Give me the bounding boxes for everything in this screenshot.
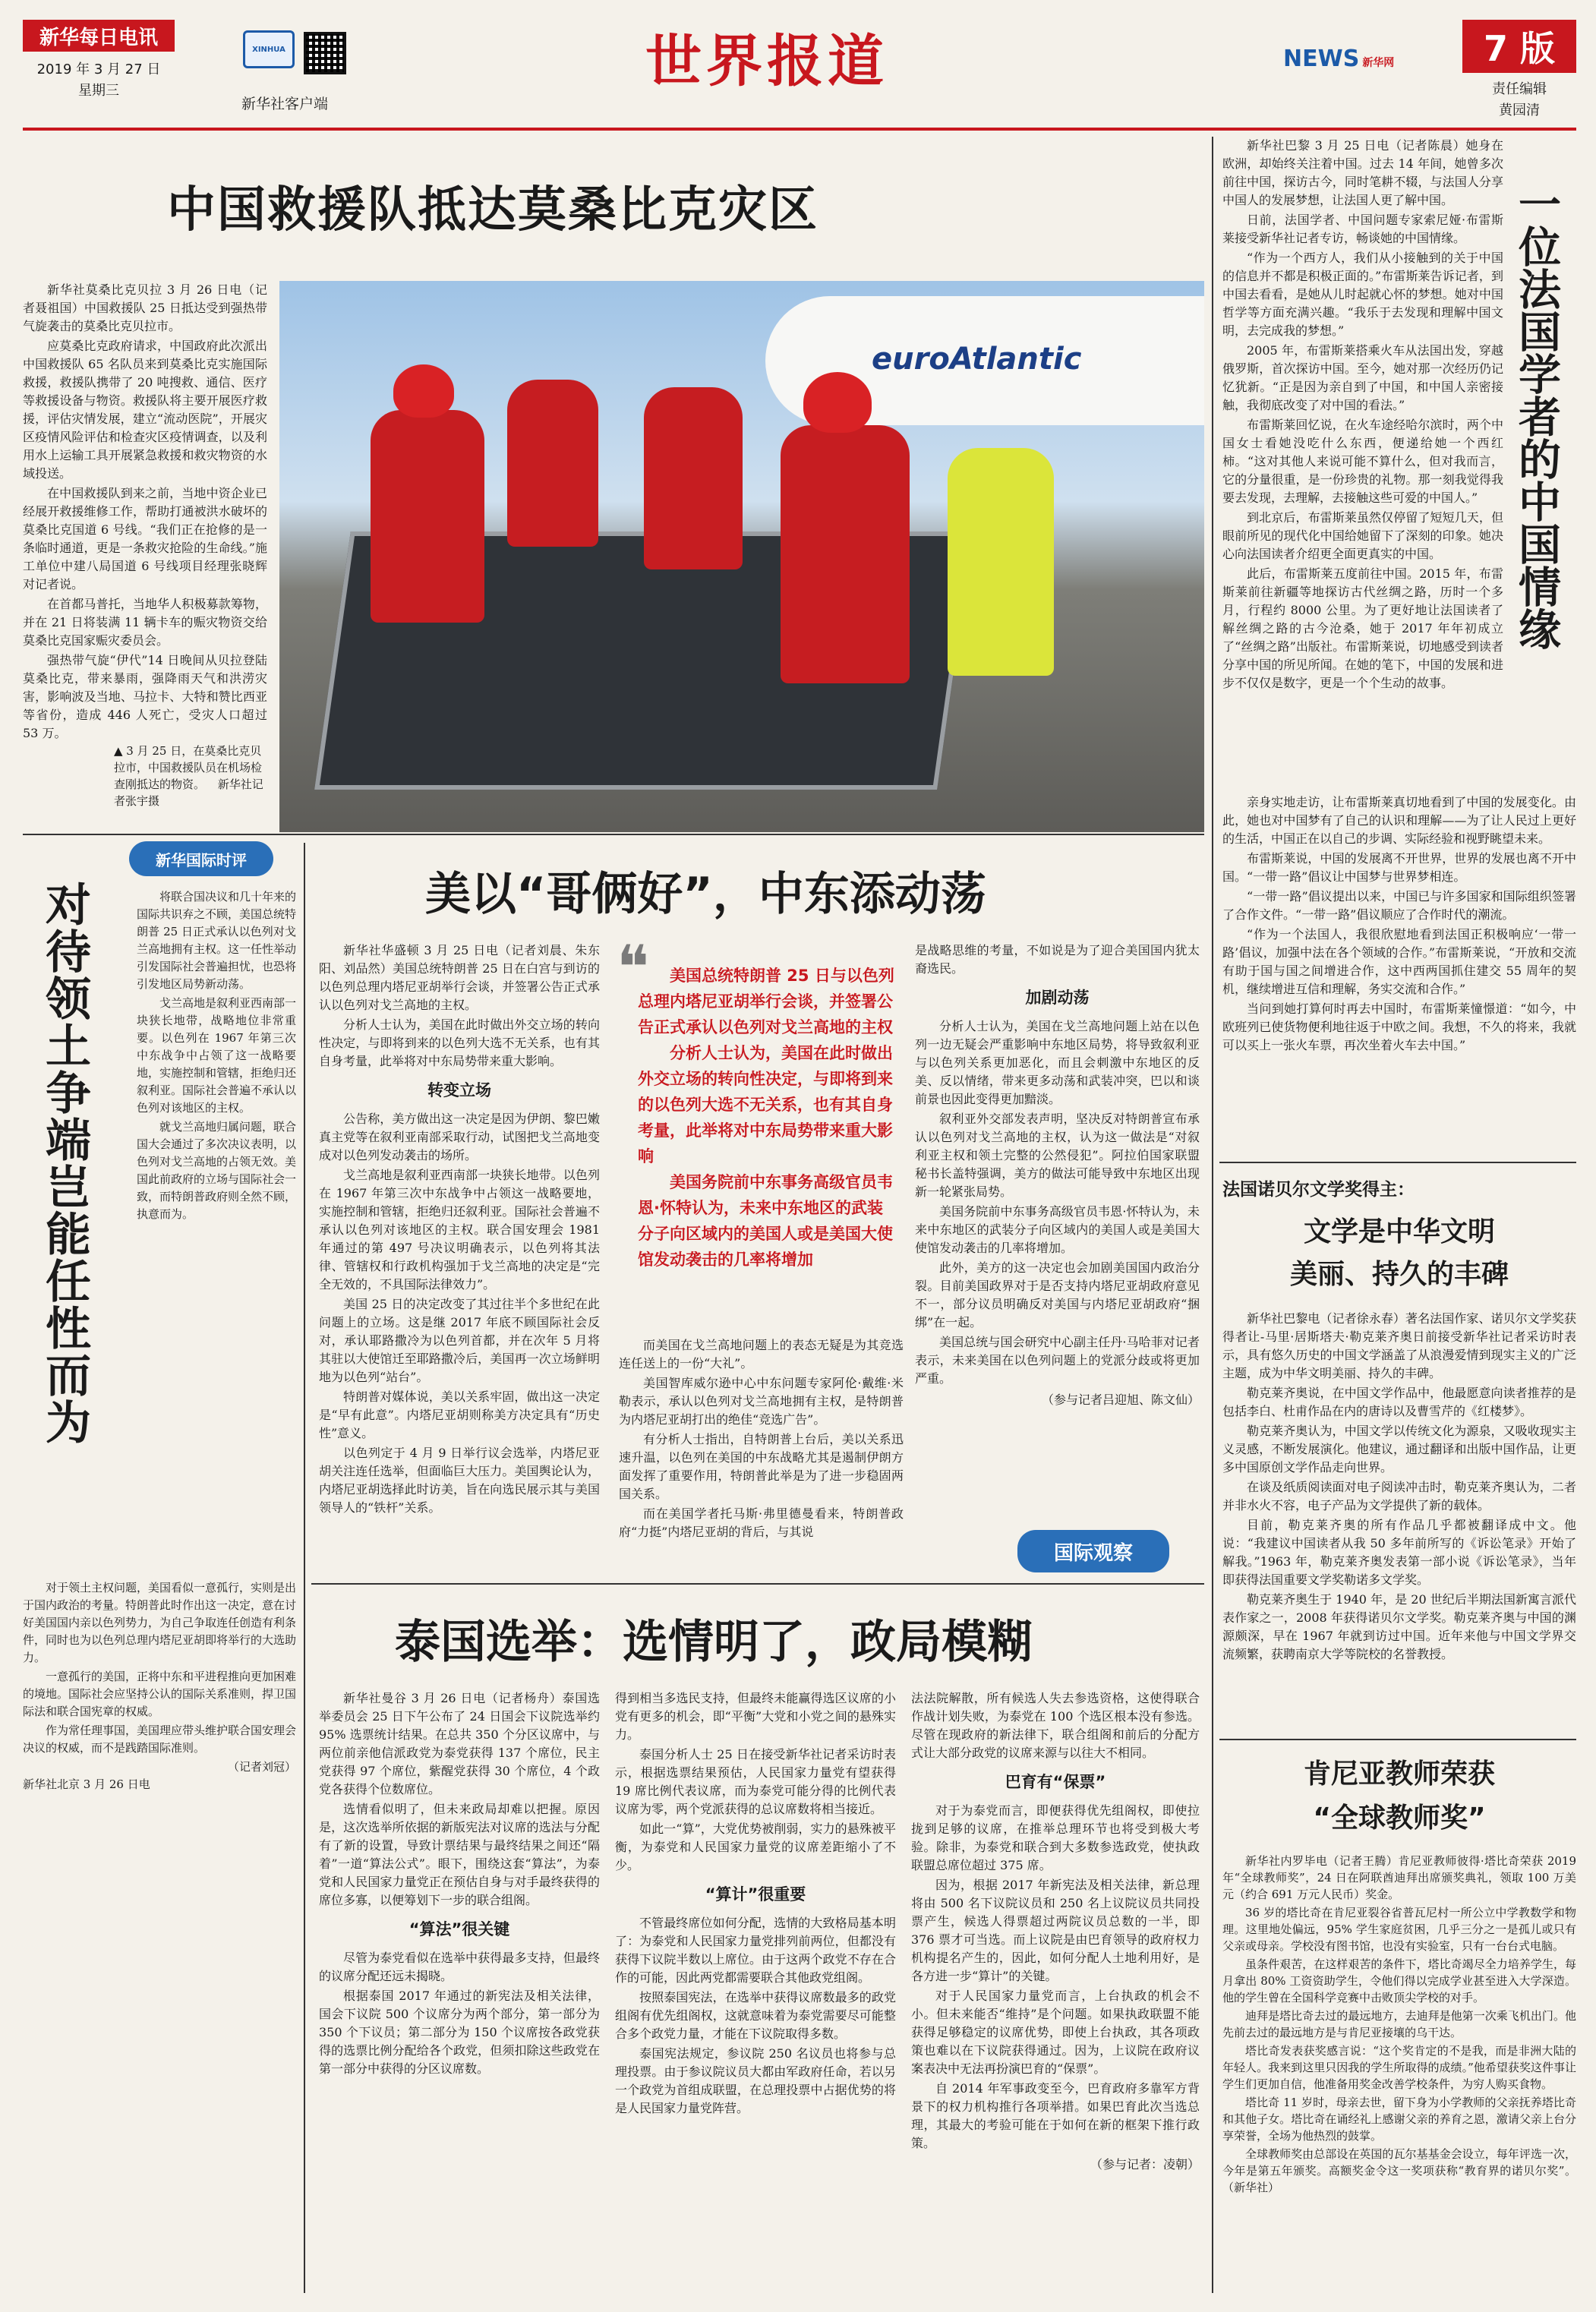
thailand-paragraph: 泰国宪法规定，参议院 250 名议员也将参与总理投票。由于参议院议员大都由军政府任命，若以另一个政党为首组成联盟，在总理投票中占据优势的将是人民国家力量党阵营。 [615,2046,896,2115]
thailand-paragraph: 选情看似明了，但未来政局却难以把握。原因是，这次选举所依据的新版宪法对议席的选法与分配有了新的设置，导致计票结果与最终结果之间还“隔着”一道“算法公式”。眼下，围绕这套“算法”，为泰党和人民国家力量党正在预估自身与对手最终获得的席位多寡，以便筹划下一步的联合组阁。 [319,1802,600,1907]
thailand-paragraph: 如此一“算”，大党优势被削弱，实力的悬殊被平衡，为泰党和人民国家力量党的议席差距缩小了不少。 [615,1822,896,1872]
french-scholar-headline: 一位法国学者的中国情缘 [1512,182,1561,650]
commentary-body-bottom [23,1579,296,1793]
scholar-paragraph: “作为一个西方人，我们从小接触到的关于中国的信息并不都是积极正面的。”布雷斯莱告诉记者，到中国去看看，是她从儿时起就心怀的梦想。她对中国哲学等方面充满兴趣。“我乐于去发现和理解中国文明，去完成我的梦想。” [1222,251,1503,338]
rescuer-helmet [393,364,454,418]
thailand-paragraph: 新华社曼谷 3 月 26 日电（记者杨舟）泰国选举委员会 25 日下午公布了 24 日国会下议院选举约 95% 选票统计结果。在总共 350 个分区议席中，与两位前亲他信派政党为泰党获得 137 个席位，民主党获得 97 个席位，紫醒党获得 30 个席位，4 个政党各获得个位数席位。 [319,1691,600,1796]
quote-icon: ❝ [617,932,650,1003]
golan-paragraph: 分析人士认为，美国在此时做出外交立场的转向性决定，与即将到来的以色列大选不无关系，也有其自身考量，此举将对中东局势带来重大影响。 [319,1017,600,1068]
scholar-paragraph: 布雷斯莱回忆说，在火车途经哈尔滨时，两个中国女士看她没吃什么东西，便递给她一个西红柿。“这对其他人来说可能不算什么，但对我而言，它的分量很重，是一份珍贵的礼物。那一刻我觉得我要去发现，去理解，去接触这些可爱的中国人。” [1222,418,1503,505]
nobel-body [1222,1310,1576,1665]
pull-quote-line: 分析人士认为，美国在此时做出外交立场的转向性决定，与即将到来的以色列大选不无关系，也有其自身考量，此举将对中东局势带来重大影响 [638,1044,893,1165]
golan-paragraph: 有分析人士指出，自特朗普上台后，美以关系迅速升温，以色列在美国的中东战略尤其是遏制伊朗方面发挥了重要作用，特朗普此举是为了进一步稳固两国关系。 [619,1432,904,1501]
commentary-body-top [137,888,296,1225]
rescuer-helmet [803,372,872,433]
golan-paragraph: 而美国在戈兰高地问题上的表态无疑是为其竞选连任送上的一份“大礼”。 [619,1338,904,1370]
golan-credit: （参与记者吕迎旭、陈文仙） [1041,1393,1200,1407]
kenya-paragraph: 塔比奇发表获奖感言说：“这个奖肯定的不是我，而是非洲大陆的年轻人。我来到这里只因我的学生所取得的成绩。”他希望获奖这件事让学生们更加自信，他准备用奖金改善学校条件，为穷人购买食物。 [1222,2044,1576,2091]
issue-weekday: 星期三 [78,83,119,99]
kenya-headline-line: 肯尼亚教师荣获 [1303,1758,1495,1790]
nobel-paragraph: 新华社巴黎电（记者徐永春）著名法国作家、诺贝尔文学奖获得者让-马里·居斯塔夫·勒克莱齐奥日前接受新华社记者采访时表示，具有悠久历史的中国文学涵盖了从浪漫爱情到现实主义的广泛主题，成为中华文明美丽、持久的丰碑。 [1222,1311,1576,1380]
scholar-paragraph: 亲身实地走访，让布雷斯莱真切地看到了中国的发展变化。由此，她也对中国梦有了自己的认识和理解——为了让人民过上更好的生活，中国正在以自己的步调、实际经验和视野眺望未来。 [1222,795,1576,846]
golan-pull-quote [638,963,896,1273]
golan-paragraph: 特朗普对媒体说，美以关系牢固，做出这一决定是“早有此意”。内塔尼亚胡则称美方决定具有“历史性”意义。 [319,1389,600,1440]
news-logo-text: NEWS [1283,46,1360,72]
nobel-paragraph: 目前，勒克莱齐奥的所有作品几乎都被翻译成中文。他说：“我建议中国读者从我 50 多年前所写的《诉讼笔录》开始了解我。”1963 年，勒克莱齐奥发表第一部小说《诉讼笔录》，当年即获得法国重要文学奖勒诺多文学奖。 [1222,1518,1576,1587]
commentary-paragraph: 将联合国决议和几十年来的国际共识弃之不顾，美国总统特朗普 25 日正式承认以色列对戈兰高地拥有主权。这一任性举动引发国际社会普遍担忧，也恐将引发地区局势新动荡。 [137,890,297,991]
golan-paragraph: 是战略思维的考量，不如说是为了迎合美国国内犹太裔选民。 [915,943,1200,976]
kenya-paragraph: 虽条件艰苦，在这样艰苦的条件下，塔比奇竭尽全力培养学生，每月拿出 80% 工资资助学生，令他们得以完成学业甚至进入大学深造。他的学生曾在全国科学竞赛中击败顶尖学校的对手。 [1222,1957,1576,2004]
nobel-headline-line: 美丽、持久的丰碑 [1289,1259,1509,1290]
mozambique-paragraph: 在中国救援队到来之前，当地中资企业已经展开救援维修工作，帮助打通被洪水破坏的莫桑比克国道 6 号线。“我们正在抢修的是一条临时通道，更是一条救灾抢险的生命线。”施工单位中建八局国道 6 号线项目经理张晓辉对记者说。 [23,486,267,591]
golan-col-2 [619,1336,904,1543]
thailand-paragraph: 按照泰国宪法，在选举中获得议席数最多的政党组阁有优先组阁权，这就意味着为泰党需要尽可能整合多个政党力量，才能在下议院取得多数。 [615,1990,896,2041]
kenya-paragraph: 36 岁的塔比奇在肯尼亚裂谷省普瓦尼村一所公立中学教数学和物理。这里地处偏远，95% 学生家庭贫困，几乎三分之一是孤儿或只有父亲或母亲。学校没有图书馆，也没有实验室，只有一台台式电脑。 [1222,1906,1576,1953]
thailand-col-1 [319,1689,600,2080]
mozambique-paragraph: 新华社莫桑比克贝拉 3 月 26 日电（记者聂祖国）中国救援队 25 日抵达受到强热带气旋袭击的莫桑比克贝拉市。 [23,282,267,333]
commentary-headline: 对待领土争端岂能任性而为 [38,881,91,1446]
commentary-dateline: 新华社北京 3 月 26 日电 [23,1777,150,1791]
thailand-subhead: 巴育有“保票” [1005,1773,1106,1791]
french-scholar-body-lower [1222,793,1576,1056]
thailand-paragraph: 对于为泰党而言，即便获得优先组阁权，即使拉拢到足够的议席，在推举总理环节也将受到极大考验。除非，为泰党和联合到大多数参选政党，使执政联盟总席位超过 375 席。 [911,1803,1200,1872]
rescuer-figure [781,425,910,683]
golan-paragraph: 新华社华盛顿 3 月 25 日电（记者刘晨、朱东阳、刘品然）美国总统特朗普 25 日在白宫与到访的以色列总理内塔尼亚胡举行会谈，并签署公告正式承认以色列对戈兰高地的主权。 [319,943,600,1012]
scholar-paragraph: “一带一路”倡议提出以来，中国已与许多国家和国际组织签署了合作文件。“一带一路”倡议顺应了合作时代的潮流。 [1222,889,1576,922]
scholar-paragraph: “作为一个法国人，我很欣慰地看到法国正积极响应‘一带一路’倡议，加强中法在各个领域的合作。”布雷斯莱说，“开放和交流有助于国与国之间增进合作，这中西两国抓住建交 55 周年的契机，继续增进互信和理解，务实交流和合作。” [1222,927,1576,996]
qr-code-icon [304,32,346,74]
kenya-headline-line: “全球教师奖” [1313,1803,1486,1834]
thailand-paragraph: 法法院解散，所有候选人失去参选资格，这使得联合作战计划失败，为泰党在 100 个选区根本没有参选。尽管在现政府的新法律下，联合组阁和前后的分配方式让大部分政党的议席来源与以往大不相同。 [911,1691,1200,1760]
golan-col-3 [915,942,1200,1409]
mozambique-caption [114,743,270,809]
section-rule [1219,1162,1576,1163]
nobel-kicker: 法国诺贝尔文学奖得主： [1222,1180,1415,1200]
mozambique-paragraph: 应莫桑比克政府请求，中国政府此次派出中国救援队 65 名队员来到莫桑比克实施国际救援，救援队携带了 20 吨搜救、通信、医疗等救援设备与物资。救援队将主要开展医疗救援，评估灾情发展，建立“流动医院”，开展灾区疫情风险评估和检查灾区疫情调查，以及利用水上运输工具开展紧急救援和救灾物资的水域投送。 [23,339,267,481]
scholar-paragraph: 布雷斯莱说，中国的发展离不开世界，世界的发展也离不开中国。“一带一路”倡议让中国梦与世界梦相连。 [1222,851,1576,884]
kenya-body [1222,1853,1576,2197]
editor-name: 黄园清 [1499,103,1540,118]
nobel-paragraph: 勒克莱齐奥说，在中国文学作品中，他最愿意向读者推荐的是包括李白、杜甫作品在内的唐诗以及曹雪芹的《红楼梦》。 [1222,1386,1576,1418]
golan-headline: 美以“哥俩好”，中东添动荡 [425,868,986,921]
thailand-col-2 [615,1689,896,2119]
golan-paragraph: 叙利亚外交部发表声明，坚决反对特朗普宣布承认以色列对戈兰高地的主权，认为这一做法是“对叙利亚主权和领土完整的公然侵犯”。阿拉伯国家联盟秘书长盖特强调，美方的做法可能导致中东地区出现新一轮紧张局势。 [915,1112,1200,1199]
golan-paragraph: 美国务院前中东事务高级官员韦恩·怀特认为，未来中东地区的武装分子向区域内的美国人或是美国大使馆发动袭击的几率将增加。 [915,1204,1200,1255]
thailand-paragraph: 尽管为泰党看似在选举中获得最多支持，但最终的议席分配还远未揭晓。 [319,1951,600,1983]
golan-subhead: 加剧动荡 [1025,989,1090,1007]
xinhua-client-logo: XINHUA [243,30,295,68]
editor-role: 责任编辑 [1492,81,1547,97]
golan-paragraph: 美国总统与国会研究中心副主任丹·马哈菲对记者表示，未来美国在以色列问题上的党派分歧或将更加严重。 [915,1335,1200,1386]
commentary-paragraph: 就戈兰高地归属问题，联合国大会通过了多次决议表明，以色列对戈兰高地的占领无效。美国此前政府的立场与国际社会一致，而特朗普政府则全然不顾，执意而为。 [137,1120,297,1221]
nobel-paragraph: 勒克莱齐奥认为，中国文学以传统文化为源泉，又吸收现实主义灵感，不断发展演化。他建议，通过翻译和出版中国作品，让更多中国原创文学作品走向世界。 [1222,1424,1576,1475]
client-label: 新华社客户端 [241,96,329,112]
commentary-credit: （记者刘冠） [227,1760,296,1774]
thailand-subhead: “算计”很重要 [705,1885,806,1904]
worker-figure [948,448,1054,676]
scholar-paragraph: 新华社巴黎 3 月 25 日电（记者陈晨）她身在欧洲，却始终关注着中国。过去 14 年间，她曾多次前往中国，探访古今，同时笔耕不辍，与法国人分享中国人的发展梦想，让法国人更了解中国。 [1222,138,1503,207]
thailand-headline: 泰国选举：选情明了，政局模糊 [395,1616,1033,1669]
golan-paragraph: 戈兰高地是叙利亚西南部一块狭长地带。以色列在 1967 年第三次中东战争中占领这一战略要地，实施控制和管辖，拒绝归还叙利亚。国际社会普遍不承认以色列对该地区的主权。联合国安理会 1981 年通过的第 497 号决议明确表示，以色列将其法律、管辖权和行政机构强加于戈兰高地的决定是“完全无效的，不具国际法律效力”。 [319,1168,600,1292]
caption-credit: 新华社记者张宇摄 [114,778,263,808]
nobel-headline-line: 文学是中华文明 [1303,1216,1495,1247]
news-logo-sub: 新华网 [1362,57,1395,69]
kenya-paragraph: 全球教师奖由总部设在英国的瓦尔基基金会设立，每年评选一次，今年是第五年颁奖。高额奖金令这一奖项获称“教育界的诺贝尔奖”。（新华社） [1222,2147,1576,2194]
issue-date: 2019 年 3 月 27 日 [36,62,161,77]
thailand-paragraph: 得到相当多选民支持，但最终未能赢得选区议席的小党有更多的机会，即“平衡”大党和小党之间的悬殊实力。 [615,1691,896,1742]
thailand-paragraph: 自 2014 年军事政变至今，巴育政府多靠军方背景下的权力机构推行各项举措。如果巴育此次当选总理，其最大的考验可能在于如何在新的框架下推行政策。 [911,2081,1200,2150]
thailand-credit: （参与记者：凌朝） [1090,2157,1200,2172]
masthead-rule [23,128,1576,131]
issue-date-block [30,59,167,102]
kenya-paragraph: 新华社内罗毕电（记者王腾）肯尼亚教师彼得·塔比奇荣获 2019 年“全球教师奖”，24 日在阿联酋迪拜出席颁奖典礼，领取 100 万美元（约合 691 万元人民币）奖金。 [1222,1854,1576,1901]
scholar-paragraph: 此后，布雷斯莱五度前往中国。2015 年，布雷斯莱前往新疆等地探访古代丝绸之路，历时一个多月，行程约 8000 公里。为了更好地让法国读者了解丝绸之路的古今沧桑，她于 2017 年年初成立了“丝绸之路”出版社。布雷斯莱说，切地感受到读者分享中国的所见所闻。在她的笔下，中国的发展和进步不仅仅是数字，更是一个个生动的故事。 [1222,566,1503,690]
kenya-paragraph: 迪拜是塔比奇去过的最远地方，去迪拜是他第一次乘飞机出门。他先前去过的最远地方是与肯尼亚接壤的乌干达。 [1222,2009,1576,2039]
golan-col-1 [319,942,600,1519]
commentary-paragraph: 作为常任理事国，美国理应带头维护联合国安理会决议的权威，而不是践踏国际准则。 [23,1724,297,1755]
thailand-paragraph: 不管最终席位如何分配，选情的大致格局基本明了：为泰党和人民国家力量党排列前两位，但都没有获得下议院半数以上席位。由于这两个政党不存在合作的可能，因此两党都需要联合其他政党组阁。 [615,1916,896,1985]
thailand-paragraph: 根据泰国 2017 年通过的新宪法及相关法律，国会下议院 500 个议席分为两个部分，第一部分为 350 个下议员；第二部分为 150 个议席按各政党获得的选票比例分配给各个政党，但须扣除这些政党在第一部分中获得的分区议席数。 [319,1989,600,2076]
mozambique-headline: 中国救援队抵达莫桑比克灾区 [167,182,819,238]
mozambique-paragraph: 强热带气旋“伊代”14 日晚间从贝拉登陆莫桑比克，带来暴雨，强降雨天气和洪涝灾害，影响波及当地、马拉卡、大特和赞比西亚等省份，造成 446 人死亡，受灾人口超过 53 万。 [23,653,267,740]
golan-paragraph: 分析人士认为，美国在戈兰高地问题上站在以色列一边无疑会严重影响中东地区局势，将导致叙利亚与以色列关系更加恶化，而且会刺激中东地区的反美、反以情绪，带来更多动荡和武装冲突，巴以和谈前景也因此变得更加黯淡。 [915,1019,1200,1106]
commentary-paragraph: 对于领土主权问题，美国看似一意孤行，实则是出于国内政治的考量。特朗普此时作出这一决定，意在讨好美国国内亲以色列势力，为自己争取连任创造有利条件，同时也为以色列总理内塔尼亚胡即将举行的大选助力。 [23,1581,297,1664]
editor-block [1462,79,1576,121]
international-observation-badge: 国际观察 [1017,1530,1169,1572]
airplane-livery: euroAtlantic [872,342,1082,377]
commentary-paragraph: 一意孤行的美国，正将中东和平进程推向更加困难的境地。国际社会应坚持公认的国际关系准则，捍卫国际法和联合国宪章的权威。 [23,1670,297,1718]
golan-paragraph: 美国智库威尔逊中心中东问题专家阿伦·戴维·米勒表示，承认以色列对戈兰高地拥有主权，是特朗普为内塔尼亚胡打出的绝佳“竞选广告”。 [619,1376,904,1427]
golan-paragraph: 此外，美方的这一决定也会加剧美国国内政治分裂。目前美国政界对于是否支持内塔尼亚胡政府意见不一，部分议员明确反对美国与内塔尼亚胡政府“捆绑”在一起。 [915,1260,1200,1329]
commentary-paragraph: 戈兰高地是叙利亚西南部一块狭长地带，战略地位非常重要。以色列在 1967 年第三次中东战争中占领了这一战略要地，实施控制和管辖，拒绝归还叙利亚。国际社会普遍不承认以色列对该地区的主权。 [137,996,297,1115]
section-rule [311,1583,1204,1585]
section-title: 世界报道 [645,29,888,94]
caption-text: ▲ 3 月 25 日，在莫桑比克贝拉市，中国救援队员在机场检查刚抵达的物资。 [114,744,263,791]
pull-quote-line: 美国务院前中东事务高级官员韦恩·怀特认为，未来中东地区的武装分子向区域内的美国人或是美国大使馆发动袭击的几率将增加 [638,1173,893,1269]
nobel-paragraph: 勒克莱齐奥生于 1940 年，是 20 世纪后半期法国新寓言派代表作家之一，2008 年获得诺贝尔文学奖。勒克莱齐奥与中国的渊源颇深，早在 1967 年就到访过中国。近年来他与中国文学界交流频繁，获聘南京大学等院校的名誉教授。 [1222,1592,1576,1661]
nobel-paragraph: 在谈及纸质阅读面对电子阅读冲击时，勒克莱齐奥认为，二者并非水火不容，电子产品为文学提供了新的载体。 [1222,1480,1576,1512]
golan-paragraph: 而在美国学者托马斯·弗里德曼看来，特朗普政府“力挺”内塔尼亚胡的背后，与其说 [619,1506,904,1539]
column-rule [304,843,305,2293]
thailand-paragraph: 对于人民国家力量党而言，上台执政的机会不小。但未来能否“维持”是个问题。如果执政联盟不能获得足够稳定的议席优势，即使上台执政，其各项政策也难以在下议院获得通过。因为，上议院在政府议案表决中无法再扮演巴育的“保票”。 [911,1989,1200,2076]
nobel-headline [1222,1211,1576,1296]
rescuer-figure [507,380,598,547]
golan-paragraph: 以色列定于 4 月 9 日举行议会选举，内塔尼亚胡关注连任选举，但面临巨大压力。美国舆论认为，内塔尼亚胡选择此时访美，旨在向选民展示其与美国领导人的“铁杆”关系。 [319,1446,600,1515]
golan-paragraph: 公告称，美方做出这一决定是因为伊朗、黎巴嫩真主党等在叙利亚南部采取行动，试图把戈兰高地变成对以色列发动袭击的场所。 [319,1112,600,1162]
mozambique-body [23,281,267,744]
golan-paragraph: 美国 25 日的决定改变了其过往半个多世纪在此问题上的立场。这是继 2017 年底不顾国际社会反对，承认耶路撒冷为以色列首都，并在次年 5 月将其驻以大使馆迁至耶路撒冷后，美国再一次立场鲜明地为以色列“站台”。 [319,1297,600,1384]
scholar-paragraph: 日前，法国学者、中国问题专家索尼娅·布雷斯莱接受新华社记者专访，畅谈她的中国情缘。 [1222,213,1503,245]
mozambique-paragraph: 在首都马普托，当地华人积极募款筹物，并在 21 日将装满 11 辆卡车的赈灾物资交给莫桑比克国家赈灾委员会。 [23,597,267,648]
golan-subhead: 转变立场 [427,1081,491,1099]
scholar-paragraph: 当问到她打算何时再去中国时，布雷斯莱憧憬道：“如今，中欧班列已使货物便利地往返于中欧之间。我想，不久的将来，我就可以买上一张火车票，再次坐着火车去中国。” [1222,1001,1576,1052]
rescuer-figure [371,410,484,623]
rescuer-figure [644,387,743,569]
thailand-paragraph: 因为，根据 2017 年新宪法及相关法律，新总理将由 500 名下议院议员和 250 名上议院议员共同投票产生，候选人得票超过两院议员总数的一半，即 376 票才可当选。而上议院是由巴育领导的政府权力机构提名产生的，因此，如何分配人土地利用好，是各方进一步“算计”的关键。 [911,1878,1200,1983]
paper-name: 新华每日电讯 [23,20,175,52]
thailand-subhead: “算法”很关键 [408,1920,510,1938]
scholar-paragraph: 到北京后，布雷斯莱虽然仅停留了短短几天，但眼前所见的现代化中国给她留下了深刻的印象。她决心向法国读者介绍更全面更真实的中国。 [1222,510,1503,561]
thailand-col-3 [911,1689,1200,2174]
thailand-paragraph: 泰国分析人士 25 日在接受新华社记者采访时表示，根据选票结果预估，人民国家力量党有望获得 19 席比例代表议席，而为泰党可能分得的比例代表议席为零，两个党派获得的总议席数将相当接近。 [615,1747,896,1816]
section-rule [1219,1739,1576,1740]
section-rule [23,834,1204,835]
page-number: 7 版 [1462,20,1576,73]
commentary-badge: 新华国际时评 [129,841,273,876]
rescue-team-photo [279,281,1204,832]
pull-quote-line: 美国总统特朗普 25 日与以色列总理内塔尼亚胡举行会谈，并签署公告正式承认以色列对戈兰高地的主权 [638,967,894,1036]
kenya-headline [1222,1752,1576,1840]
column-rule [1212,137,1213,2293]
scholar-paragraph: 2005 年，布雷斯莱搭乘火车从法国出发，穿越俄罗斯，首次探访中国。至今，她对那一次经历仍记忆犹新。“正是因为亲自到了中国，和中国人亲密接触，我彻底改变了对中国的看法。” [1222,343,1503,412]
french-scholar-body [1222,137,1503,694]
news-logo [1283,46,1394,72]
kenya-paragraph: 塔比奇 11 岁时，母亲去世，留下身为小学教师的父亲抚养塔比奇和其他子女。塔比奇在诵经礼上感谢父亲的养育之恩，激请父亲上台分享荣誉，全场为他热烈的鼓掌。 [1222,2096,1576,2143]
